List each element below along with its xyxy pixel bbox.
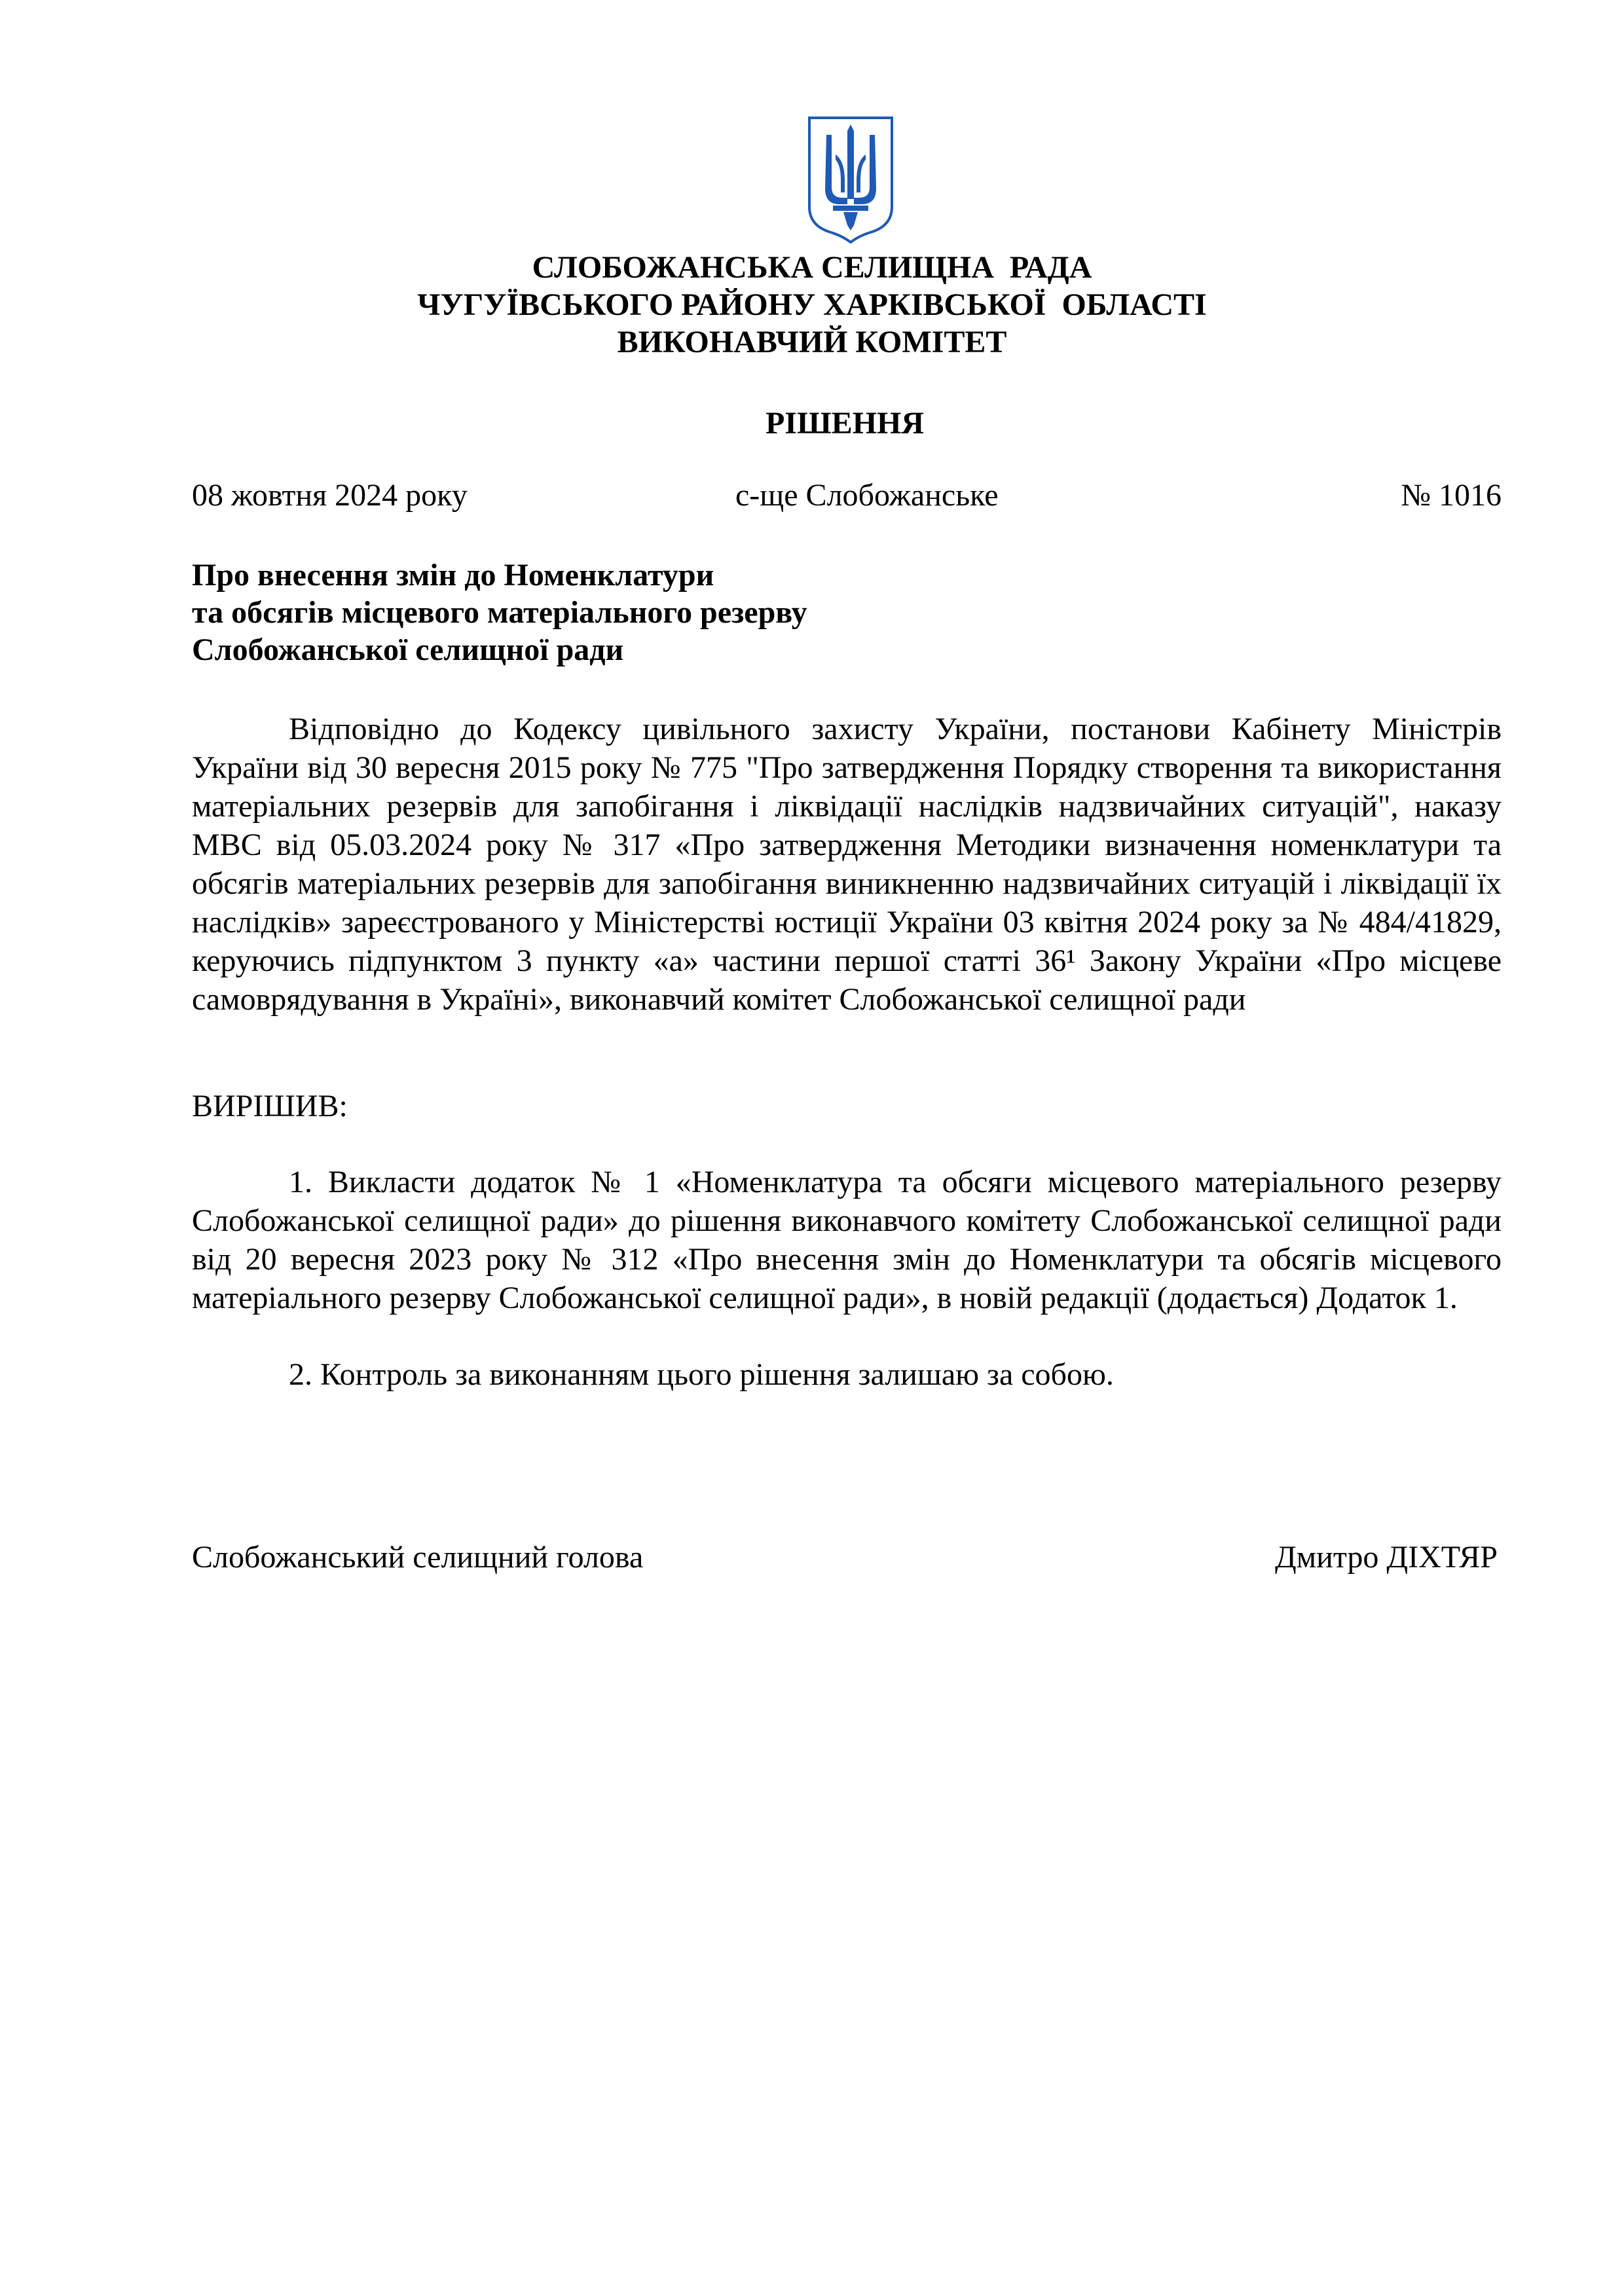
subject-line: Про внесення змін до Номенклатури [192, 558, 714, 592]
document-subject [192, 556, 807, 668]
decision-item-1: 1. Викласти додаток № 1 «Номенклатура та обсяги місцевого матеріального резерву Слобожанської селищної ради» до рішення виконавчого комітету Слобожанської селищної ради від 20 вересня 2023 року № 312 «Про внесення змін до Номенклатури та обсягів місцевого матеріального резерву Слобожанської селищної ради», в новій редакції (додається) Додаток 1. [192, 1165, 1502, 1315]
document-meta-row [192, 477, 1502, 516]
decision-item-2: 2. Контроль за виконанням цього рішення залишаю за собою. [289, 1357, 1114, 1392]
organization-header [0, 249, 1624, 361]
document-place: с-ще Слобожанське [735, 478, 999, 513]
coat-of-arms-icon [807, 115, 895, 244]
decided-label: ВИРІШИВ: [192, 1089, 348, 1123]
signature-row [192, 1539, 1498, 1578]
document-title: РІШЕННЯ [765, 406, 925, 441]
subject-line: та обсягів місцевого матеріального резерву [192, 595, 807, 630]
signatory-position: Слобожанський селищний голова [192, 1540, 644, 1575]
header-district-name: ЧУГУЇВСЬКОГО РАЙОНУ ХАРКІВСЬКОЇ ОБЛАСТІ [417, 287, 1207, 322]
preamble-paragraph: Відповідно до Кодексу цивільного захисту України, постанови Кабінету Міністрів України від 30 вересня 2015 року № 775 "Про затвердження Порядку створення та використання матеріальних резервів для запобігання і ліквідації наслідків надзвичайних ситуацій", наказу МВС від 05.03.2024 року № 317 «Про затвердження Методики визначення номенклатури та обсягів матеріальних резервів для запобігання виникненню надзвичайних ситуацій і ліквідації їх наслідків» зареєстрованого у Міністерстві юстиції України 03 квітня 2024 року за № 484/41829, керуючись підпунктом 3 пункту «а» частини першої статті 36¹ Закону України «Про місцеве самоврядування в Україні», виконавчий комітет Слобожанської селищної ради [192, 712, 1502, 1017]
subject-line: Слобожанської селищної ради [192, 632, 624, 667]
signatory-name: Дмитро ДІХТЯР [1275, 1540, 1498, 1575]
header-committee-name: ВИКОНАВЧИЙ КОМІТЕТ [617, 325, 1007, 359]
document-date: 08 жовтня 2024 року [192, 478, 468, 513]
document-number: № 1016 [1401, 478, 1502, 513]
header-council-name: СЛОБОЖАНСЬКА СЕЛИЩНА РАДА [532, 250, 1092, 285]
